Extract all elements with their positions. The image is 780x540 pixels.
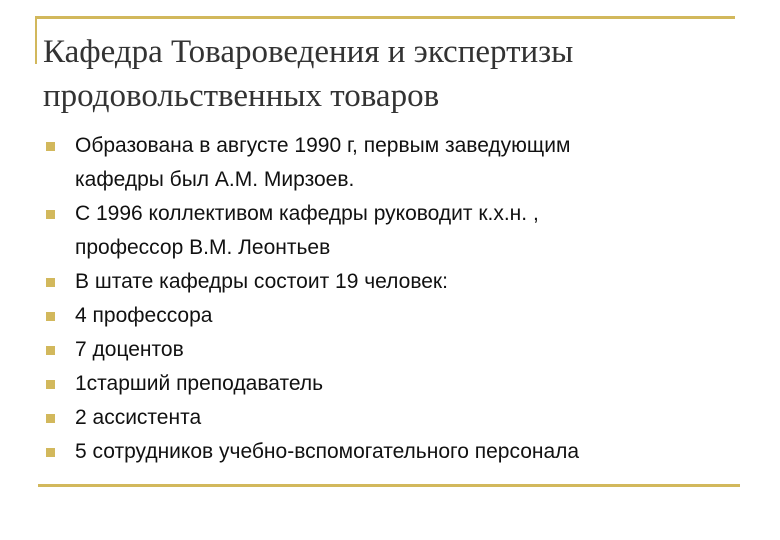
square-bullet-icon [46, 278, 55, 287]
list-item [46, 197, 746, 265]
list-item-text: 7 доцентов [75, 338, 184, 361]
square-bullet-icon [46, 414, 55, 423]
list-item [46, 435, 746, 469]
list-item [46, 333, 746, 367]
list-item-text: В штате кафедры состоит 19 человек: [75, 270, 448, 293]
list-item [46, 299, 746, 333]
top-rule [35, 16, 735, 19]
square-bullet-icon [46, 312, 55, 321]
list-item-text: 2 ассистента [75, 406, 202, 429]
square-bullet-icon [46, 210, 55, 219]
list-item [46, 367, 746, 401]
square-bullet-icon [46, 142, 55, 151]
list-item-text: Образована в августе 1990 г, первым заведующим [75, 134, 571, 157]
list-item [46, 401, 746, 435]
list-item-text: 4 профессора [75, 304, 213, 327]
square-bullet-icon [46, 346, 55, 355]
list-item-text: 5 сотрудников учебно-вспомогательного персонала [75, 440, 580, 463]
left-rule [35, 16, 37, 64]
bottom-rule [38, 484, 740, 487]
list-item-text: С 1996 коллективом кафедры руководит к.х.н. , [75, 202, 539, 225]
title-line: продовольственных товаров [43, 78, 440, 114]
list-item-text: 1старший преподаватель [75, 372, 324, 395]
title-line: Кафедра Товароведения и экспертизы [43, 34, 574, 70]
list-item-text: профессор В.М. Леонтьев [75, 236, 331, 259]
bullet-list [46, 129, 746, 469]
square-bullet-icon [46, 448, 55, 457]
square-bullet-icon [46, 380, 55, 389]
list-item [46, 129, 746, 197]
slide-title [43, 30, 743, 118]
list-item-text: кафедры был А.М. Мирзоев. [75, 168, 355, 191]
list-item [46, 265, 746, 299]
